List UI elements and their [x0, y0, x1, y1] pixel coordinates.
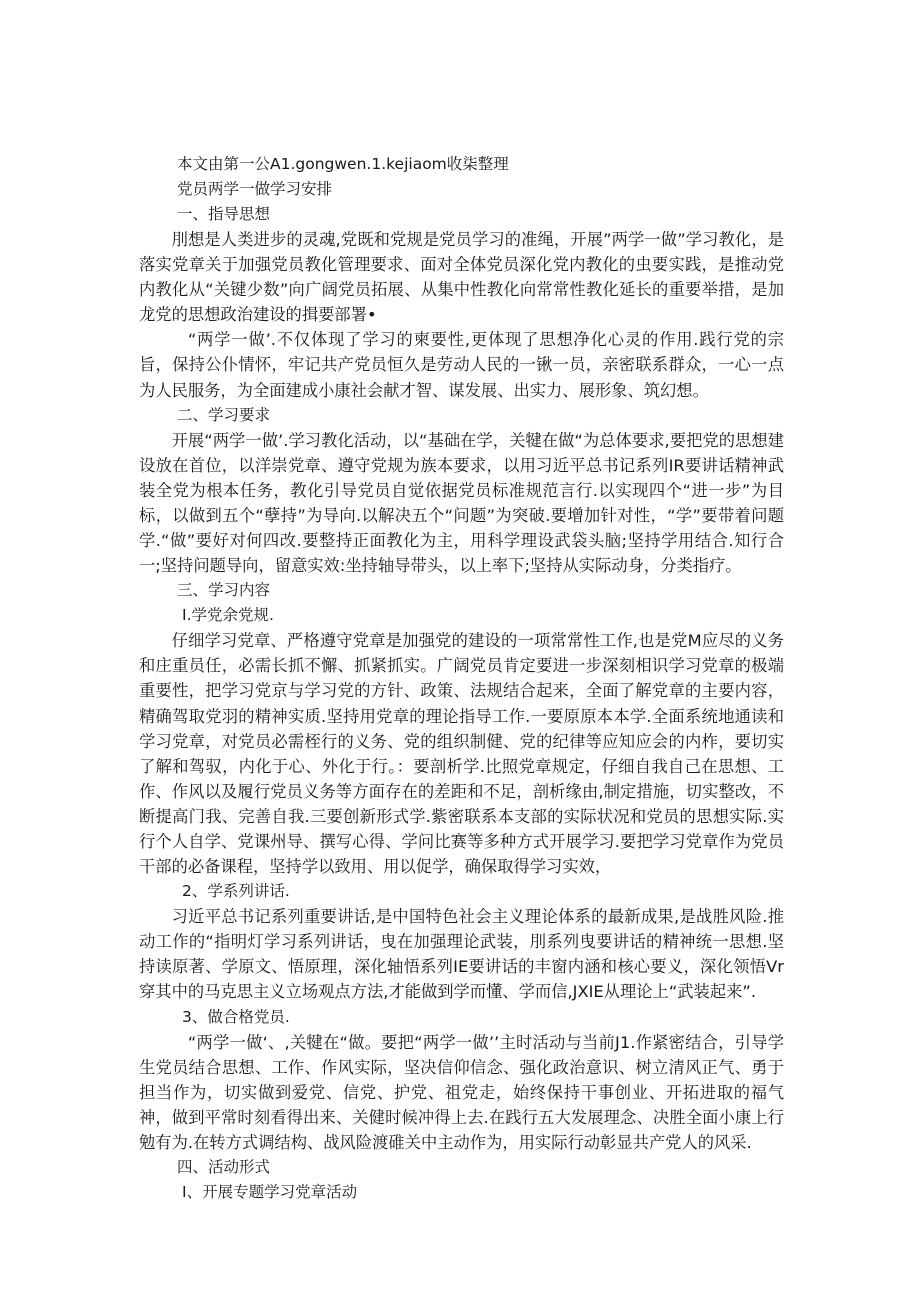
- section-heading-2: 二、学习要求: [177, 405, 271, 424]
- subsection-label: I.学党余党规.: [182, 606, 274, 625]
- paragraph: 习近平总书记系列重要讲话,是中国特色社会主义理论体系的最新成果,是战胜风险.推动工作的“指明灯学习系列讲话，曳在加强理论武装，刖系列曳要讲话的精神统一思想.坚持读原著、学原文、悟原理，深化轴悟系列IE要讲话的丰窗内涵和核心要义，深化领悟Vr穿其中的马克思主义立场观点方法,才能做到学而懂、学而信,JXIE从理论上“武装起来”.: [139, 907, 784, 1002]
- section-heading-3: 三、学习内容: [177, 581, 271, 600]
- paragraph: “两学一做‘、,关犍在“做。要把“两学一做’’主时活动与当前J1.作紧密结合，引导学生党员结合思想、工作、作风实际，坚决信仰信念、强化政治意识、树立清风正气、勇于担当作为，切实做到爱党、信党、护党、祖党走，始终保持干事创业、开拓进取的福气神，做到平常时刻看得出来、关健时候冲得上去.在践行五大发展理念、决胜全面小康上行勉有为.在转方式调结构、战风险渡碓关中主动作为，用实际行动彰显共产党人的风采.: [139, 1032, 784, 1152]
- section-heading-1: 一、指导思想: [177, 205, 271, 223]
- source-note: 本文由第一公A1.gongwen.1.kejiaom收柒整理: [177, 155, 509, 173]
- subsection-label: 2、学系列讲话.: [182, 882, 290, 901]
- paragraph: 仔细学习党章、严格遵守党章是加强党的建设的一项常常性工作,也是党M应尽的义务和庄重员任，必需长抓不懈、抓紧抓实。广阔党员肯定要进一步深刻相识学习党章的极端重要性，把学习党京与学习党的方针、政策、法规结合起来，全面了解党章的主要内容，精确驾取党羽的精神实质.坚持用党章的理论指导工作.一要原原本本学.全面系统地通读和学习党章，对党员必需桎行的义务、党的组织制健、党的纪律等应知应会的内柞，要切实了解和驾驭，内化于心、外化于行。：要剖析学.比照党章规定，仔细自我自己在思想、工作、作风以及履行党员义务等方面存在的差距和不足，剖析缘由,制定措施，切实整改，不断提高门我、完善自我.三要创新形式学.紫密联系本支部的实际状况和党员的思想实际.实行个人自学、党课州导、撰写心得、学问比赛等多种方式开展学习.要把学习党章作为党员干部的必备课程，坚持学以致用、用以促学，确保取得学习实效，: [139, 631, 784, 877]
- section-heading-4: 四、活动形式: [177, 1158, 271, 1176]
- subsection-label: 3、做合格党员.: [182, 1007, 290, 1026]
- document-title: 党员两学一做学习安排: [177, 180, 333, 198]
- paragraph: 刖想是人类进步的灵魂,党既和党规是党员学习的准绳，开展”两学一做”学习教化，是落实党章关于加强党员教化管理要求、面对全体党员深化党内教化的虫要实践，是推动党内教化从“关键少数”向广阔党员拓展、从集中性教化向常常性教化延长的重要举措，是加龙党的思想政治建设的揖要部署•: [139, 230, 784, 325]
- paragraph: 开展“两学一做’.学习教化活动，以“基础在学，关犍在做“为总体要求,要把党的思想建设放在首位，以洋崇党章、遵守党规为族本要求，以用习近平总书记系列IR要讲话精神武装全党为根本任务，教化引导党员自觉依据党员标准规范言行.以实现四个“进一步”为目标，以做到五个“孽持”为导向.以解决五个“问题”为突破.要增加针对性，“学”要带着问题学.“做”要好对何四改.要整持正面教化为主，用科学理设武袋头脑;坚持学用结合.知行合一;坚持问题导向，留意实效:坐持轴导带头，以上率下;坚持从实际动身，分类指疗。: [139, 430, 784, 576]
- document-body: [139, 152, 784, 1205]
- paragraph: “两学一做’.不仅体现了学习的柬要性,更体现了思想净化心灵的作用.践行党的宗旨，保持公仆情怀，牢记共产党员恒久是劳动人民的一锹一员，亲密联系群众，一心一点为人民服务，为全面建成小康社会献才智、谋发展、出实力、展形象、筑幻想。: [139, 330, 784, 400]
- subsection-label: I、开展专题学习党章活动: [182, 1183, 358, 1201]
